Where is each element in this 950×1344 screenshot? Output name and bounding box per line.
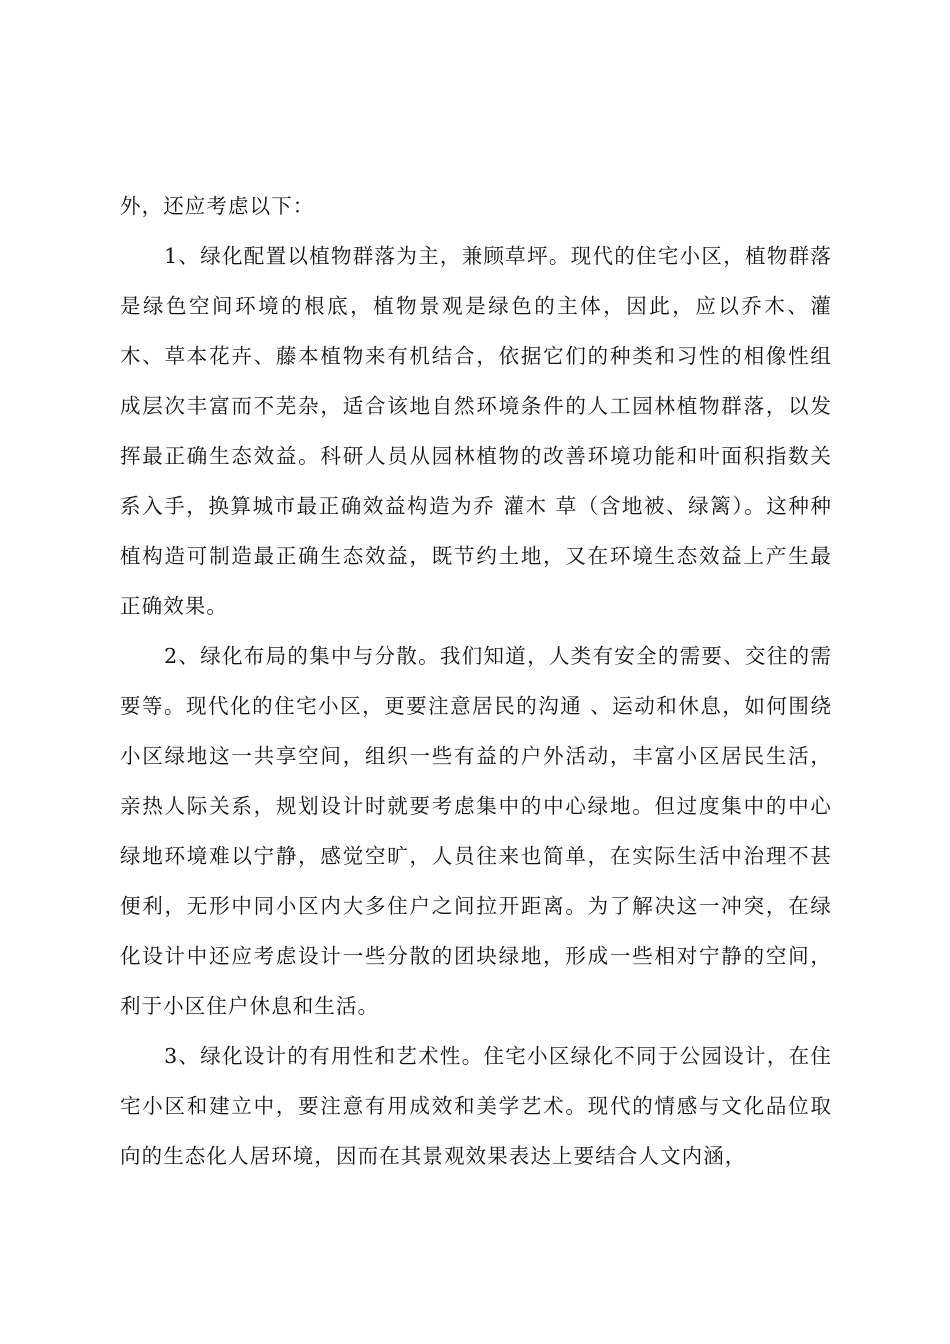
- document-body: [120, 181, 832, 1181]
- paragraph-1-planting-configuration: 1、绿化配置以植物群落为主，兼顾草坪。现代的住宅小区，植物群落是绿色空间环境的根底，植物景观是绿色的主体，因此，应以乔木、灌木、草本花卉、藤本植物来有机结合，依据它们的种类和习性的相像性组成层次丰富而不芜杂，适合该地自然环境条件的人工园林植物群落，以发挥最正确生态效益。科研人员从园林植物的改善环境功能和叶面积指数关系入手，换算城市最正确效益构造为乔 灌木 草（含地被、绿篱）。这种种植构造可制造最正确生态效益，既节约土地，又在环境生态效益上产生最正确效果。: [120, 244, 832, 618]
- paragraph-3-practicality-artistry: 3、绿化设计的有用性和艺术性。住宅小区绿化不同于公园设计，在住宅小区和建立中，要注意有用成效和美学艺术。现代的情感与文化品位取向的生态化人居环境，因而在其景观效果表达上要结合人文内涵，: [120, 1044, 832, 1168]
- paragraph-continuation: 外，还应考虑以下：: [120, 194, 315, 218]
- paragraph-2-layout-distribution: 2、绿化布局的集中与分散。我们知道，人类有安全的需要、交往的需要等。现代化的住宅小区，更要注意居民的沟通 、运动和休息，如何围绕小区绿地这一共享空间，组织一些有益的户外活动，丰富小区居民生活，亲热人际关系，规划设计时就要考虑集中的中心绿地。但过度集中的中心绿地环境难以宁静，感觉空旷，人员往来也简单，在实际生活中治理不甚便利，无形中同小区内大多住户之间拉开距离。为了解决这一冲突，在绿化设计中还应考虑设计一些分散的团块绿地，形成一些相对宁静的空间，利于小区住户休息和生活。: [120, 644, 832, 1018]
